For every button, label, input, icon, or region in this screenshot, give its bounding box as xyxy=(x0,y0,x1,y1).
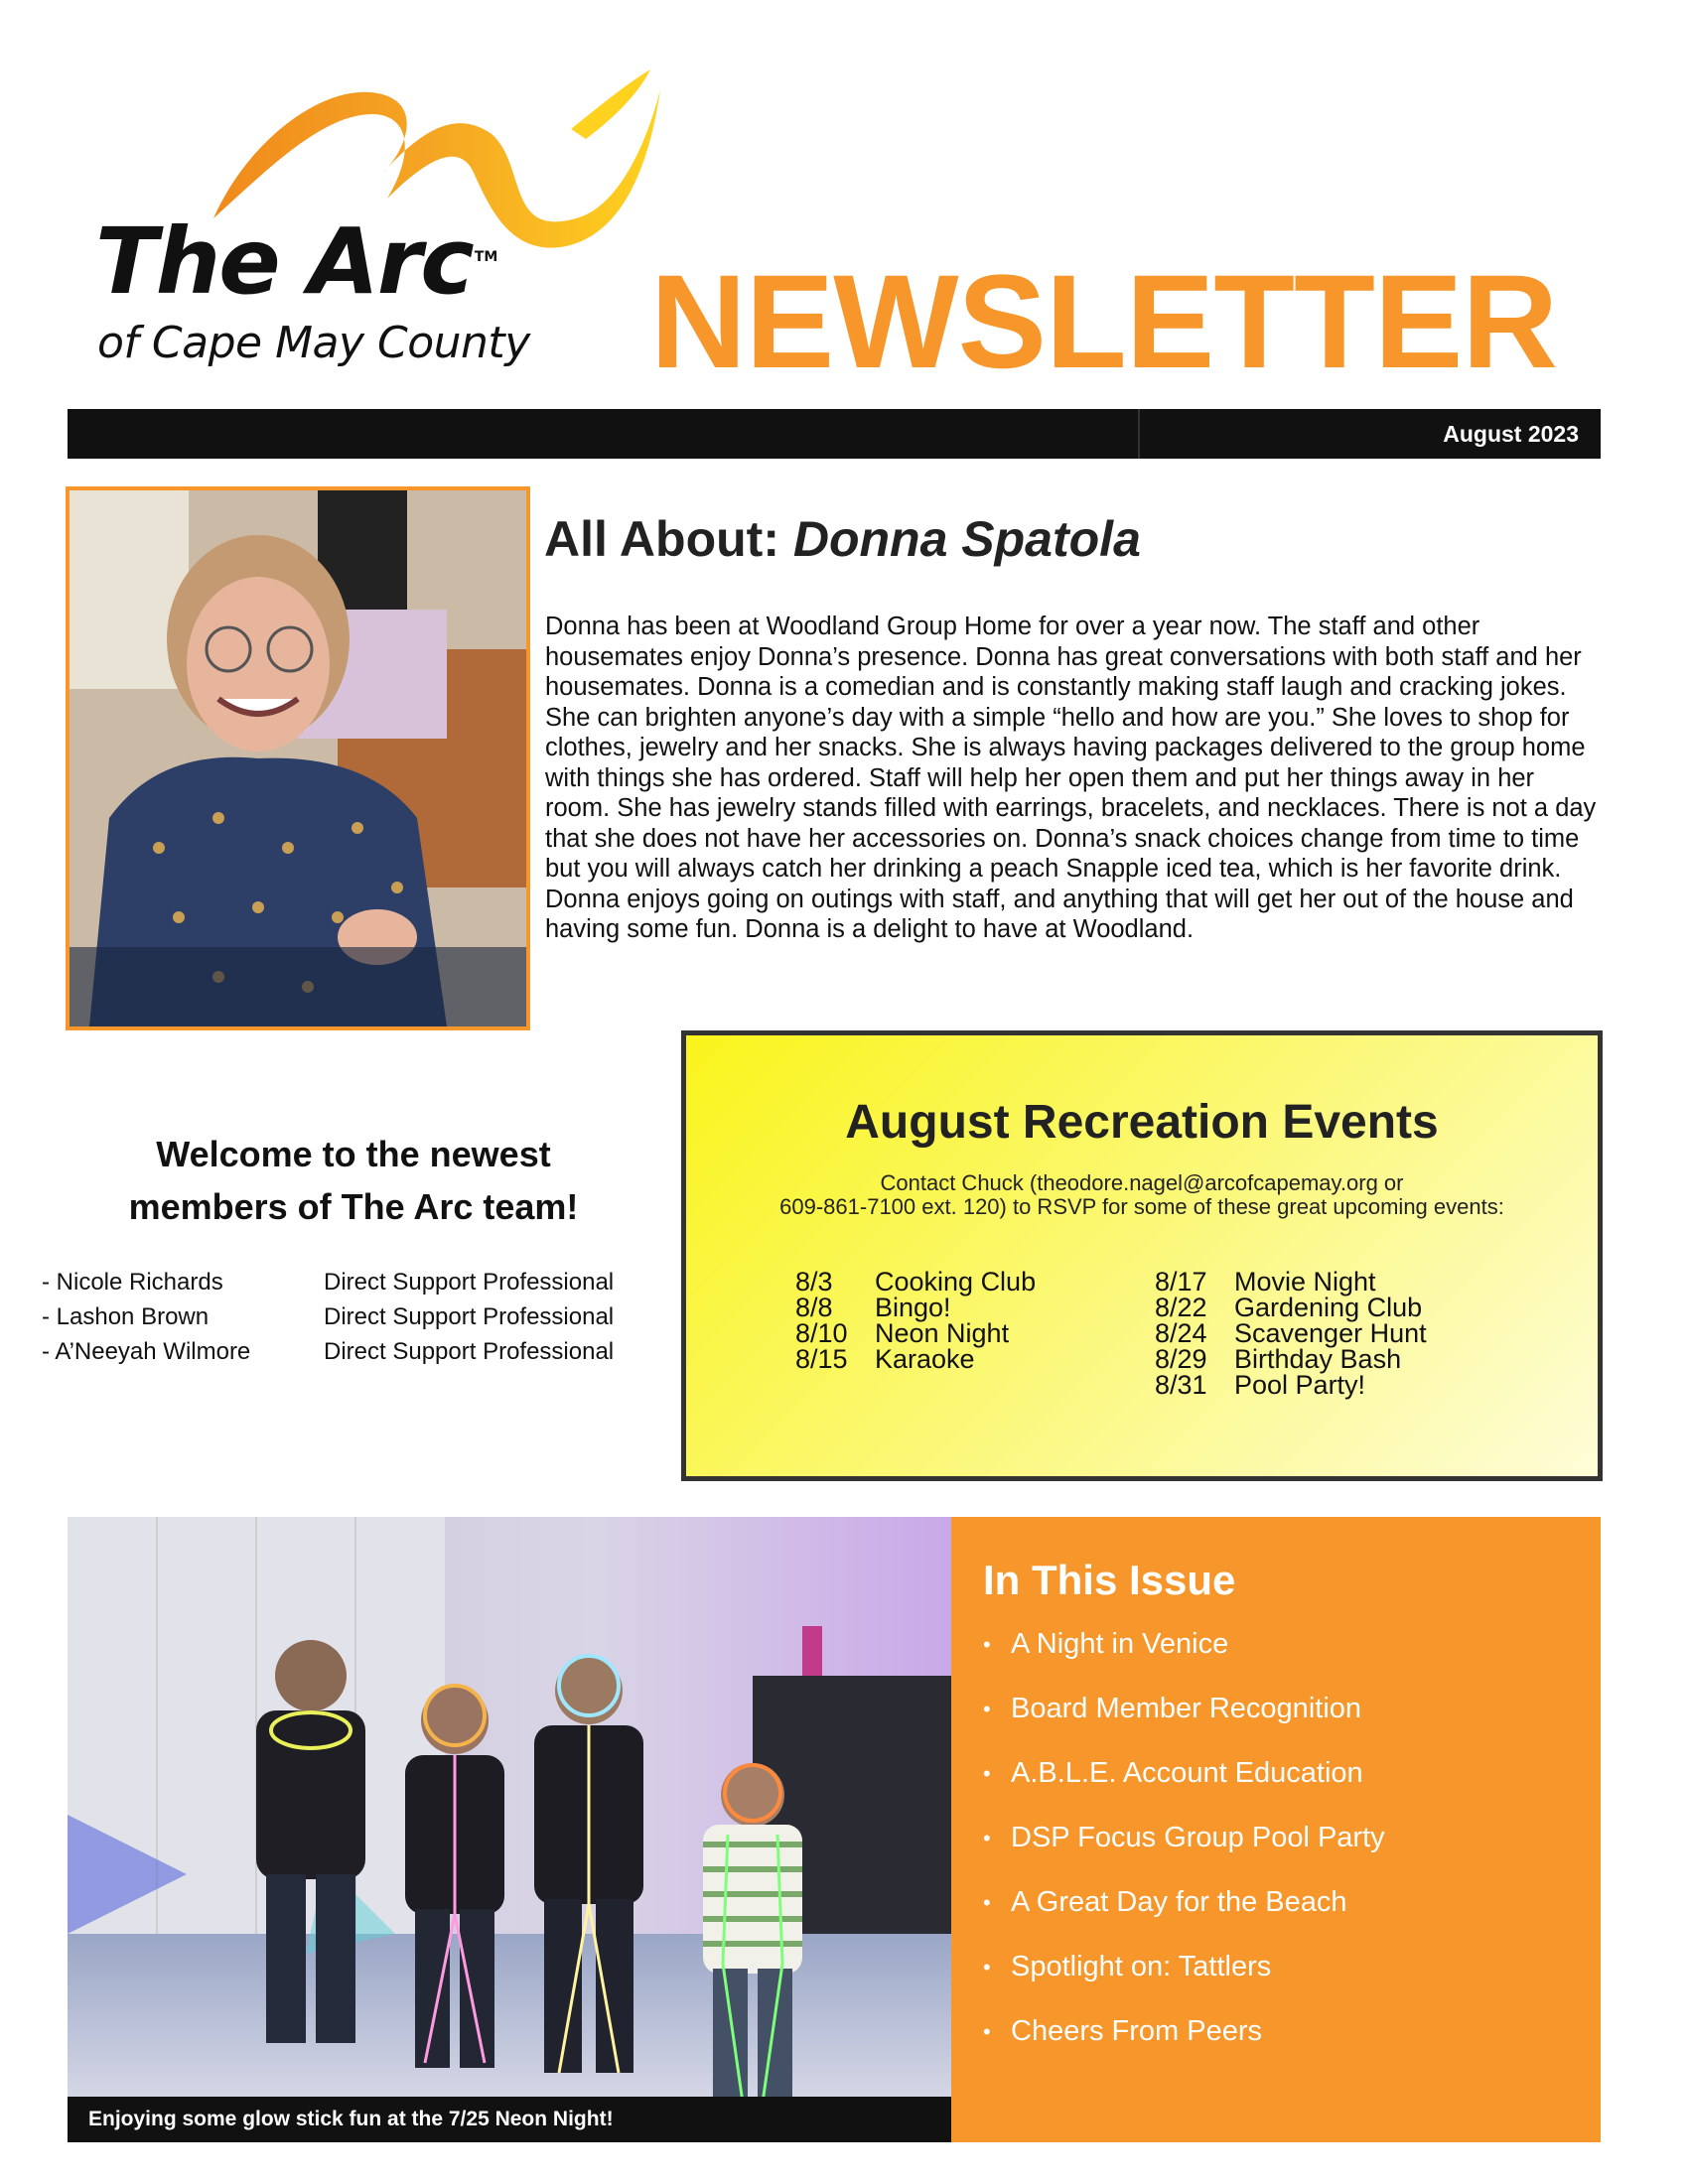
issue-item: • Spotlight on: Tattlers xyxy=(983,1951,1272,1982)
events-column-left xyxy=(795,1269,1036,1372)
logo-wordmark: The Arc ™ xyxy=(95,208,498,315)
photo-caption: Enjoying some glow stick fun at the 7/25 Neon Night! xyxy=(68,2097,951,2142)
bullet-icon: • xyxy=(983,1697,991,1721)
issue-item: • Board Member Recognition xyxy=(983,1693,1362,1724)
event-item: 8/22 Gardening Club xyxy=(1155,1293,1423,1322)
recreation-events-box xyxy=(681,1030,1603,1481)
neon-night-image xyxy=(68,1517,951,2142)
welcome-title-line1: Welcome to the newest xyxy=(156,1134,551,1174)
welcome-title-line2: members of The Arc team! xyxy=(128,1186,579,1227)
feature-body: Donna has been at Woodland Group Home for over a year now. The staff and other housemates enjoy Donna’s presence. Donna has great conversations with both staff and her housemates. Donna is a comedian and is constantly making staff laugh and cracking jokes. She can brighten anyone’s day with a simple “hello and how are you.” She loves to shop for clothes, jewelry and her snacks. She is always having packages delivered to the group home with things she has ordered. Staff will help her open them and put her things away in her room. She has jewelry stands filled with earrings, bracelets, and necklaces. There is not a day that she does not have her accessories on. Donna’s snack choices change from time to time but you will always catch her drinking a peach Snapple iced tea, which is her favorite drink. Donna enjoys going on outings with staff, and anything that will get her out of the house and having some fun. Donna is a delight to have at Woodland. xyxy=(545,613,1597,943)
event-item: 8/15 Karaoke xyxy=(795,1344,975,1374)
issue-item: • A Great Day for the Beach xyxy=(983,1886,1347,1918)
staff-role: Direct Support Professional xyxy=(324,1338,615,1365)
staff-name: - A’Neeyah Wilmore xyxy=(42,1338,251,1365)
staff-row xyxy=(42,1338,657,1373)
issue-title: In This Issue xyxy=(983,1557,1236,1603)
arc-logo xyxy=(89,69,606,387)
in-this-issue-panel xyxy=(951,1517,1601,2142)
newsletter-title: NEWSLETTER xyxy=(650,248,1558,396)
event-item: 8/10 Neon Night xyxy=(795,1318,1010,1348)
staff-row xyxy=(42,1269,657,1303)
issue-item: • Cheers From Peers xyxy=(983,2015,1263,2047)
event-item: 8/17 Movie Night xyxy=(1155,1267,1376,1297)
bullet-icon: • xyxy=(983,1632,991,1657)
bullet-icon: • xyxy=(983,2019,991,2044)
welcome-title xyxy=(66,1128,641,1233)
bullet-icon: • xyxy=(983,1890,991,1915)
staff-name: - Lashon Brown xyxy=(42,1303,210,1330)
staff-role: Direct Support Professional xyxy=(324,1269,615,1296)
event-item: 8/3 Cooking Club xyxy=(795,1267,1037,1297)
staff-row xyxy=(42,1303,657,1338)
issue-list xyxy=(983,1628,1385,2080)
event-item: 8/29 Birthday Bash xyxy=(1155,1344,1402,1374)
issue-item: • A.B.L.E. Account Education xyxy=(983,1757,1363,1789)
event-item: 8/31 Pool Party! xyxy=(1155,1370,1366,1400)
events-column-right xyxy=(1155,1269,1427,1398)
feature-title: All About: Donna Spatola xyxy=(544,511,1141,567)
event-item: 8/8 Bingo! xyxy=(795,1293,951,1322)
bullet-icon: • xyxy=(983,1826,991,1850)
event-item: 8/24 Scavenger Hunt xyxy=(1155,1318,1427,1348)
date-bar-divider xyxy=(1138,409,1140,459)
recreation-title: August Recreation Events xyxy=(845,1096,1439,1149)
bullet-icon: • xyxy=(983,1761,991,1786)
issue-item: • A Night in Venice xyxy=(983,1628,1229,1660)
bullet-icon: • xyxy=(983,1955,991,1979)
staff-name: - Nicole Richards xyxy=(42,1269,223,1296)
neon-night-photo xyxy=(68,1517,951,2142)
issue-item: • DSP Focus Group Pool Party xyxy=(983,1822,1385,1853)
issue-date: August 2023 xyxy=(1443,421,1579,447)
recreation-contact xyxy=(686,1171,1598,1219)
contact-line: 609-861-7100 ext. 120) to RSVP for some of these great upcoming events: xyxy=(779,1194,1504,1219)
staff-role: Direct Support Professional xyxy=(324,1303,615,1330)
donna-portrait-image xyxy=(70,490,526,1026)
date-bar xyxy=(68,409,1601,459)
new-staff-list xyxy=(42,1269,657,1373)
contact-line: Contact Chuck (theodore.nagel@arcofcapemay.org or xyxy=(880,1170,1404,1195)
donna-photo xyxy=(66,486,530,1030)
logo-subtitle: of Cape May County xyxy=(97,318,530,368)
